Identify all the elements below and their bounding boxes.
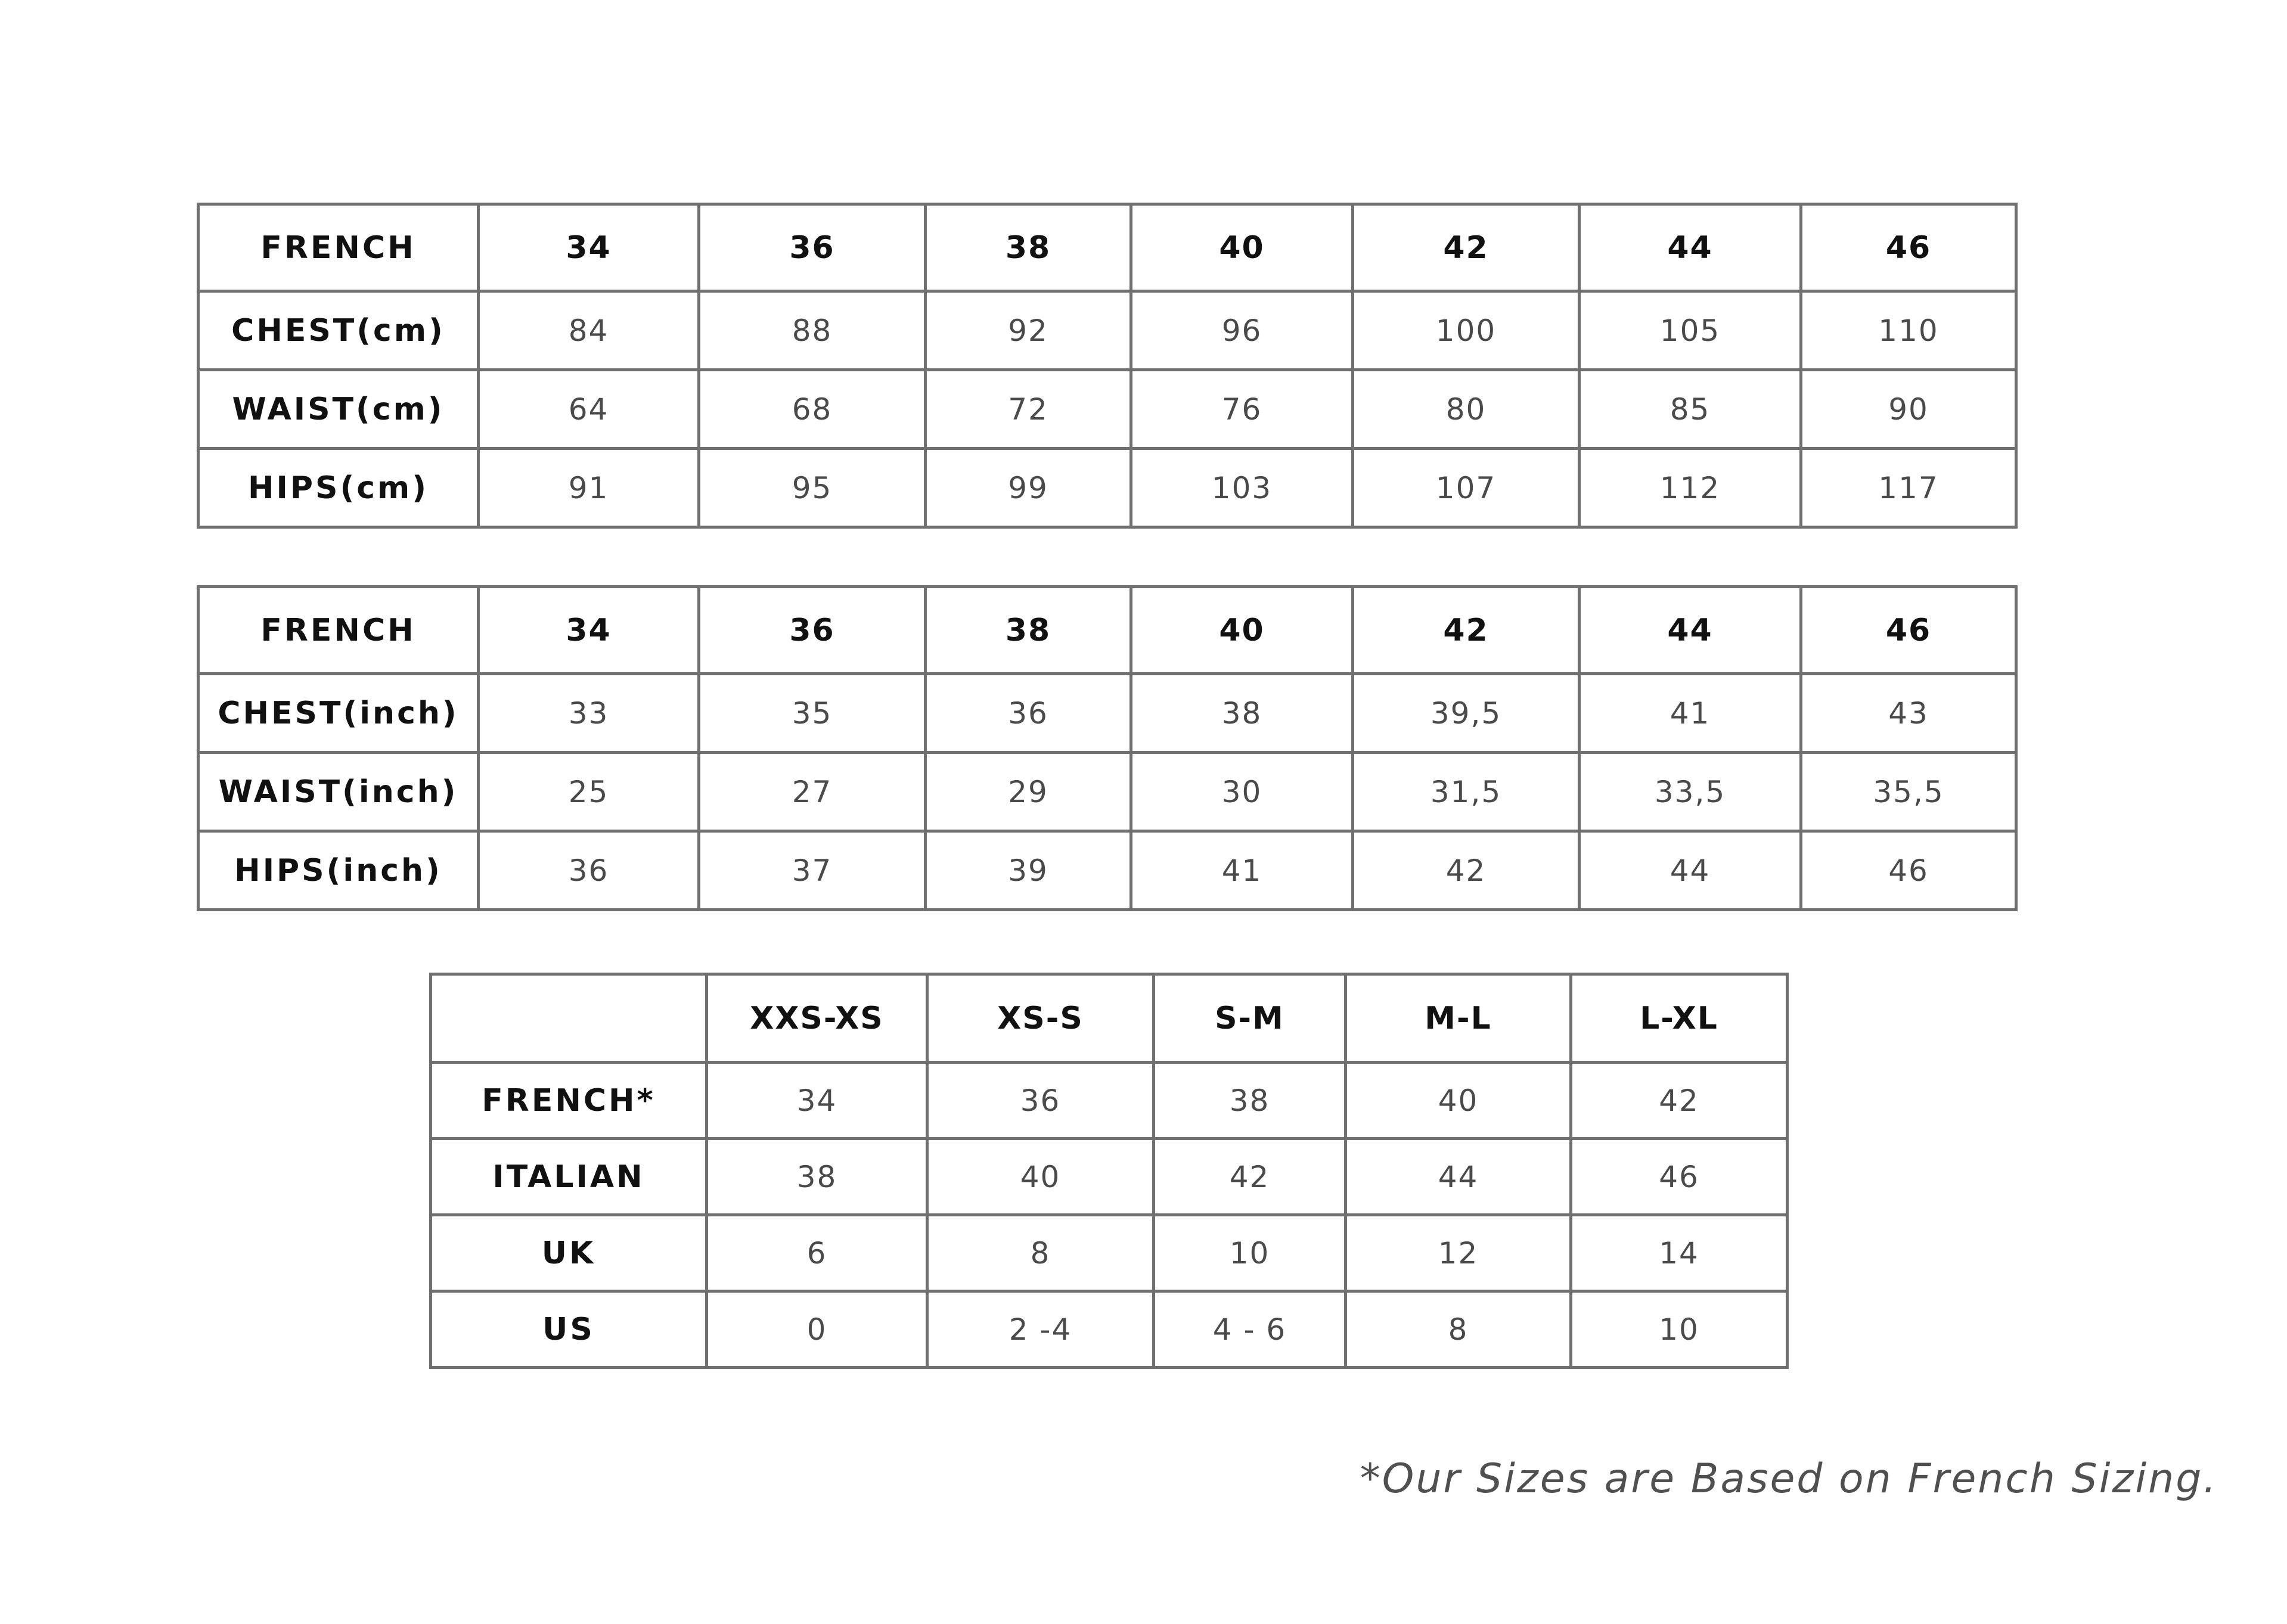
header-cell: 38 [926,204,1131,291]
table-cell: 103 [1131,449,1353,527]
table-cell: 46 [1571,1139,1788,1215]
table-cell: 14 [1571,1215,1788,1291]
table-cell: 38 [1154,1063,1346,1139]
table-cell: 90 [1801,370,2016,449]
table-cell: 33 [479,674,699,753]
table-cell: 105 [1580,291,1801,370]
table-cell: 38 [1131,674,1353,753]
table-cell: 31,5 [1353,753,1580,831]
table-cell: 6 [707,1215,927,1291]
table-cell: 29 [926,753,1131,831]
table-cell: 4 - 6 [1154,1291,1346,1368]
table-cell: 85 [1580,370,1801,449]
header-cell: L-XL [1571,974,1788,1063]
table-cell: 41 [1580,674,1801,753]
table-header-row [198,204,2016,291]
table-cell: 12 [1346,1215,1571,1291]
table-cell: 72 [926,370,1131,449]
table-cell: 25 [479,753,699,831]
table-cell: 39,5 [1353,674,1580,753]
table-cell: 95 [699,449,926,527]
table-cell: 117 [1801,449,2016,527]
size-chart-inch-table [197,585,2018,911]
header-cell: 34 [479,587,699,674]
table-cell: 36 [479,831,699,910]
table-cell: 2 -4 [927,1291,1154,1368]
table-cell: 112 [1580,449,1801,527]
table-row [198,291,2016,370]
table-cell: 36 [927,1063,1154,1139]
table-cell: 8 [927,1215,1154,1291]
table-row [198,370,2016,449]
table-header-row [198,587,2016,674]
size-conversion-table [429,973,1789,1369]
table-cell: 30 [1131,753,1353,831]
header-cell: FRENCH [198,587,479,674]
row-label: HIPS(inch) [198,831,479,910]
row-label: ITALIAN [431,1139,707,1215]
header-cell: 34 [479,204,699,291]
table-cell: 35 [699,674,926,753]
header-cell: 42 [1353,587,1580,674]
table-cell: 46 [1801,831,2016,910]
header-cell: XXS-XS [707,974,927,1063]
table-row [198,831,2016,910]
table-row [431,1215,1788,1291]
table-row [431,1063,1788,1139]
header-cell: 42 [1353,204,1580,291]
header-cell: 44 [1580,204,1801,291]
row-label: US [431,1291,707,1368]
table-cell: 42 [1154,1139,1346,1215]
table-header-row [431,974,1788,1063]
table-cell: 100 [1353,291,1580,370]
size-chart-cm-table [197,203,2018,529]
header-cell: 36 [699,204,926,291]
table-cell: 37 [699,831,926,910]
header-cell: 38 [926,587,1131,674]
table-cell: 91 [479,449,699,527]
header-cell: 40 [1131,587,1353,674]
table-cell: 40 [927,1139,1154,1215]
header-cell: 44 [1580,587,1801,674]
header-cell: 36 [699,587,926,674]
row-label: UK [431,1215,707,1291]
row-label: HIPS(cm) [198,449,479,527]
header-cell [431,974,707,1063]
row-label: WAIST(inch) [198,753,479,831]
table-cell: 35,5 [1801,753,2016,831]
table-cell: 88 [699,291,926,370]
table-cell: 110 [1801,291,2016,370]
header-cell: 40 [1131,204,1353,291]
table-cell: 76 [1131,370,1353,449]
table-cell: 8 [1346,1291,1571,1368]
table-cell: 42 [1353,831,1580,910]
table-cell: 43 [1801,674,2016,753]
table-cell: 42 [1571,1063,1788,1139]
table-cell: 80 [1353,370,1580,449]
table-cell: 10 [1571,1291,1788,1368]
table-cell: 40 [1346,1063,1571,1139]
table-cell: 33,5 [1580,753,1801,831]
table-row [198,449,2016,527]
table-cell: 44 [1346,1139,1571,1215]
table-cell: 0 [707,1291,927,1368]
row-label: FRENCH* [431,1063,707,1139]
table-row [431,1291,1788,1368]
table-cell: 27 [699,753,926,831]
table-cell: 44 [1580,831,1801,910]
header-cell: 46 [1801,204,2016,291]
table-cell: 68 [699,370,926,449]
header-cell: XS-S [927,974,1154,1063]
table-cell: 107 [1353,449,1580,527]
table-cell: 10 [1154,1215,1346,1291]
table-row [198,753,2016,831]
table-cell: 34 [707,1063,927,1139]
table-row [198,674,2016,753]
table-cell: 41 [1131,831,1353,910]
table-row [431,1139,1788,1215]
header-cell: M-L [1346,974,1571,1063]
table-cell: 36 [926,674,1131,753]
row-label: CHEST(cm) [198,291,479,370]
table-cell: 39 [926,831,1131,910]
row-label: WAIST(cm) [198,370,479,449]
header-cell: 46 [1801,587,2016,674]
header-cell: FRENCH [198,204,479,291]
table-cell: 96 [1131,291,1353,370]
table-cell: 92 [926,291,1131,370]
sizing-footnote: *Our Sizes are Based on French Sizing. [1360,1455,2218,1502]
table-cell: 38 [707,1139,927,1215]
header-cell: S-M [1154,974,1346,1063]
table-cell: 99 [926,449,1131,527]
table-cell: 64 [479,370,699,449]
row-label: CHEST(inch) [198,674,479,753]
table-cell: 84 [479,291,699,370]
